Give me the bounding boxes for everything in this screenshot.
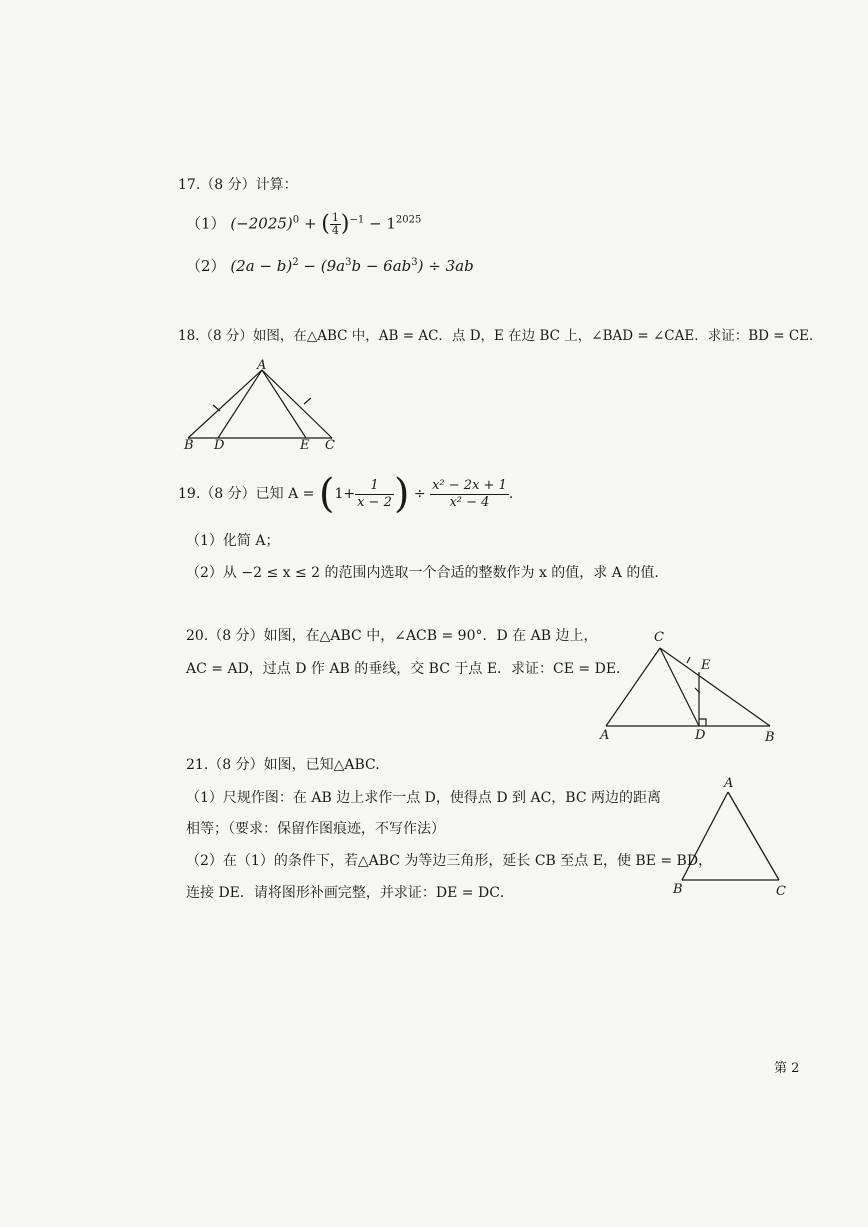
q19-one-plus: 1+ — [334, 486, 356, 502]
q17-frac-den: 4 — [331, 224, 339, 237]
q18-segment-ae — [262, 370, 306, 438]
q19-part1: （1）化简 A； — [186, 533, 280, 549]
q21-line2: （1）尺规作图：在 AB 边上求作一点 D，使得点 D 到 AC，BC 两边的距离 — [186, 790, 661, 806]
q17-p1-plus: + — [303, 214, 317, 233]
q18-label-a: A — [257, 358, 267, 373]
q17-p1-b-exp: −1 — [349, 214, 365, 226]
q18-label-b: B — [184, 438, 194, 453]
q17-p2-d: ) ÷ 3ab — [417, 257, 474, 275]
q17-p2-label: （2） — [186, 257, 226, 275]
q17-p1-c-exp: 2025 — [395, 214, 422, 226]
q19-div: ÷ — [413, 486, 426, 502]
q17-p2-b-exp: 3 — [345, 257, 352, 268]
q17-p1-a-exp: 0 — [292, 214, 300, 226]
q20-label-a: A — [600, 728, 610, 743]
q20-figure — [596, 640, 786, 735]
q19-f1-den: x − 2 — [357, 494, 392, 510]
q17-p2-c: b − 6ab — [351, 257, 412, 275]
q17-p2-b: − (9a — [303, 257, 346, 275]
page-number: 第 2 — [774, 1061, 800, 1076]
q18-label-e: E — [300, 438, 310, 453]
q17-p2-c-exp: 3 — [411, 257, 418, 268]
q20-label-e: E — [701, 658, 711, 673]
q17-p2-a: (2a − b) — [230, 257, 293, 275]
q19-f2-num: x² − 2x + 1 — [432, 477, 507, 493]
q20-segment-cd — [660, 648, 699, 726]
q20-label-d: D — [695, 728, 706, 743]
q19-f1-num: 1 — [355, 478, 394, 495]
q21-label-b: B — [673, 882, 683, 897]
q18-label-d: D — [214, 438, 225, 453]
q20-tick-ce — [687, 657, 690, 663]
q17-header: 17.（8 分）计算： — [178, 177, 298, 193]
q18-text: 18.（8 分）如图，在△ABC 中，AB = AC．点 D，E 在边 BC 上，∠BAD = ∠CAE．求证：BD = CE． — [178, 328, 823, 344]
q21-line3: 相等；（要求：保留作图痕迹，不写作法） — [186, 821, 445, 837]
q18-tick-ab — [213, 405, 220, 411]
q17-p1-label: （1） — [186, 214, 226, 233]
q21-label-a: A — [724, 776, 734, 791]
q18-tick-ac — [304, 398, 311, 404]
q19-part2: （2）从 −2 ≤ x ≤ 2 的范围内选取一个合适的整数作为 x 的值，求 A 的值. — [186, 565, 659, 581]
q20-label-b: B — [765, 730, 775, 745]
q17-fraction — [330, 212, 341, 237]
q21-line1: 21.（8 分）如图，已知△ABC. — [186, 757, 380, 773]
q21-side-ab — [682, 792, 728, 880]
q20-side-ca — [606, 648, 660, 726]
q20-right-angle-mark — [699, 719, 706, 726]
q20-side-cb — [660, 648, 770, 726]
q18-label-c: C — [325, 438, 335, 453]
q17-part1: （1） $(-2025)^0$ + ( $\frac{1}{4}$ )$^{-1} - 1^{2025}$ — [186, 211, 422, 237]
q17-p1-c: − 1 — [369, 214, 396, 233]
q19-period: . — [508, 486, 514, 502]
q21-line5: 连接 DE．请将图形补画完整，并求证：DE = DC． — [186, 885, 514, 901]
q19-f2-den: x² − 4 — [449, 494, 490, 510]
q20-label-c: C — [654, 630, 664, 645]
q19-expression: 19.（8 分）已知 A = (1+ $\frac{1}{x - 2}$ ) ÷ $\frac{\text{x² − 2x + 1}}{\text{x² − 4}}$ . — [178, 471, 514, 517]
q17-frac-num: 1 — [331, 211, 339, 224]
q21-side-ac — [728, 792, 779, 880]
q18-side-ac — [262, 370, 332, 438]
q21-label-c: C — [776, 884, 786, 899]
q20-line2: AC = AD，过点 D 作 AB 的垂线，交 BC 于点 E．求证：CE = DE． — [186, 661, 631, 677]
q19-fraction-2 — [430, 478, 509, 511]
q17-p1-a: (−2025) — [230, 214, 293, 233]
q19-prefix: 19.（8 分）已知 A = — [178, 486, 315, 502]
q21-figure — [670, 786, 790, 886]
q20-line1: 20.（8 分）如图，在△ABC 中，∠ACB = 90°．D 在 AB 边上， — [186, 628, 598, 644]
q21-line4: （2）在（1）的条件下，若△ABC 为等边三角形，延长 CB 至点 E，使 BE = BD， — [186, 853, 713, 869]
q17-part2 — [186, 257, 474, 275]
q19-fraction-1 — [355, 478, 394, 511]
q17-p2-a-exp: 2 — [292, 257, 299, 268]
